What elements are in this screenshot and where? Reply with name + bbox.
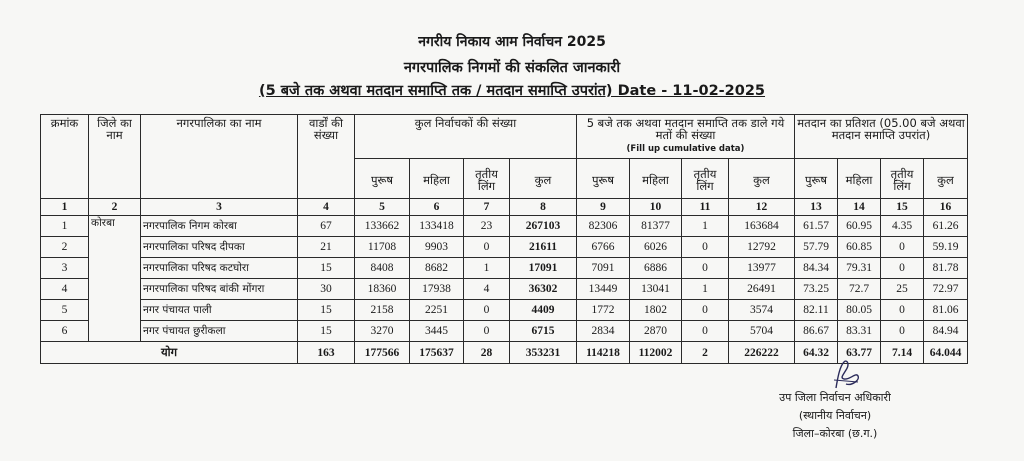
cell-voters-male: 2158 <box>355 300 410 321</box>
cell-pct-female: 72.7 <box>838 279 881 300</box>
cell-body-name: नगरपालिक निगम कोरबा <box>141 216 298 237</box>
cell-pct-female: 83.31 <box>838 321 881 342</box>
cell-wards: 15 <box>298 321 355 342</box>
table-row <box>41 321 968 342</box>
header-pct-female: महिला <box>838 159 881 199</box>
cell-voters-male: 133662 <box>355 216 410 237</box>
header-votes-total: कुल <box>729 159 795 199</box>
cell-voters-female: 133418 <box>410 216 464 237</box>
column-number-row <box>41 199 968 216</box>
cell-sno: 3 <box>41 258 89 279</box>
cell-pct-male: 84.34 <box>795 258 838 279</box>
col-number: 9 <box>577 199 630 216</box>
header-voters-group: कुल निर्वाचकों की संख्या <box>355 115 577 159</box>
col-number: 10 <box>630 199 682 216</box>
total-pct-total: 64.044 <box>924 342 968 364</box>
cell-voters-female: 2251 <box>410 300 464 321</box>
cell-votes-male: 13449 <box>577 279 630 300</box>
cell-pct-total: 72.97 <box>924 279 968 300</box>
header-pct-group: मतदान का प्रतिशत (05.00 बजे अथवा मतदान समाप्ति उपरांत) <box>795 115 968 159</box>
col-number: 15 <box>881 199 924 216</box>
cell-wards: 15 <box>298 300 355 321</box>
cell-pct-total: 84.94 <box>924 321 968 342</box>
cell-body-name: नगरपालिका परिषद बांकी मोंगरा <box>141 279 298 300</box>
total-wards: 163 <box>298 342 355 364</box>
cell-pct-total: 59.19 <box>924 237 968 258</box>
table-row <box>41 216 968 237</box>
header-votes-female: महिला <box>630 159 682 199</box>
signatory-department: (स्थानीय निर्वाचन) <box>798 409 872 422</box>
cell-sno: 5 <box>41 300 89 321</box>
total-votes-third: 2 <box>682 342 729 364</box>
cell-voters-female: 9903 <box>410 237 464 258</box>
table-row <box>41 237 968 258</box>
cell-pct-third: 4.35 <box>881 216 924 237</box>
total-voters-third: 28 <box>464 342 510 364</box>
cell-votes-third: 0 <box>682 258 729 279</box>
cell-wards: 21 <box>298 237 355 258</box>
total-pct-female: 63.77 <box>838 342 881 364</box>
document-date-line: (5 बजे तक अथवा मतदान समाप्ति तक / मतदान समाप्ति उपरांत) Date - 11-02-2025 <box>258 83 766 99</box>
header-votes-text: 5 बजे तक अथवा मतदान समाप्ति तक डाले गये मतों की संख्या <box>586 116 785 142</box>
header-voters-third: तृतीय लिंग <box>464 159 510 199</box>
col-number: 12 <box>729 199 795 216</box>
document-subtitle: नगरपालिक निगमों की संकलित जानकारी <box>403 60 621 76</box>
cell-sno: 2 <box>41 237 89 258</box>
signatory-district: जिला–कोरबा (छ.ग.) <box>792 427 878 440</box>
cell-wards: 30 <box>298 279 355 300</box>
cell-votes-third: 1 <box>682 279 729 300</box>
total-votes-female: 112002 <box>630 342 682 364</box>
cell-pct-total: 81.06 <box>924 300 968 321</box>
cell-wards: 15 <box>298 258 355 279</box>
cell-voters-total: 17091 <box>510 258 577 279</box>
cell-pct-third: 0 <box>881 321 924 342</box>
cell-pct-male: 86.67 <box>795 321 838 342</box>
cell-pct-third: 0 <box>881 300 924 321</box>
col-number: 1 <box>41 199 89 216</box>
header-voters-female: महिला <box>410 159 464 199</box>
col-number: 7 <box>464 199 510 216</box>
header-pct-total: कुल <box>924 159 968 199</box>
col-number: 5 <box>355 199 410 216</box>
header-voters-total: कुल <box>510 159 577 199</box>
total-pct-third: 7.14 <box>881 342 924 364</box>
cell-voters-female: 8682 <box>410 258 464 279</box>
header-votes-male: पुरूष <box>577 159 630 199</box>
cell-voters-third: 0 <box>464 321 510 342</box>
cell-voters-third: 0 <box>464 300 510 321</box>
cell-votes-male: 7091 <box>577 258 630 279</box>
total-votes-total: 226222 <box>729 342 795 364</box>
total-pct-male: 64.32 <box>795 342 838 364</box>
cell-body-name: नगर पंचायत छुरीकला <box>141 321 298 342</box>
cell-pct-male: 82.11 <box>795 300 838 321</box>
total-label: योग <box>41 342 298 364</box>
col-number: 8 <box>510 199 577 216</box>
col-number: 14 <box>838 199 881 216</box>
col-number: 13 <box>795 199 838 216</box>
cell-votes-female: 6886 <box>630 258 682 279</box>
cell-votes-third: 0 <box>682 300 729 321</box>
cell-voters-total: 267103 <box>510 216 577 237</box>
cell-votes-third: 0 <box>682 321 729 342</box>
cell-votes-total: 13977 <box>729 258 795 279</box>
header-pct-male: पुरूष <box>795 159 838 199</box>
cell-voters-total: 36302 <box>510 279 577 300</box>
cell-sno: 6 <box>41 321 89 342</box>
cell-wards: 67 <box>298 216 355 237</box>
header-voters-male: पुरूष <box>355 159 410 199</box>
cell-body-name: नगर पंचायत पाली <box>141 300 298 321</box>
cell-votes-third: 0 <box>682 237 729 258</box>
cell-voters-total: 4409 <box>510 300 577 321</box>
cell-votes-total: 3574 <box>729 300 795 321</box>
cell-sno: 1 <box>41 216 89 237</box>
total-voters-female: 175637 <box>410 342 464 364</box>
document-title: नगरीय निकाय आम निर्वाचन 2025 <box>418 34 606 50</box>
cell-sno: 4 <box>41 279 89 300</box>
cell-votes-male: 82306 <box>577 216 630 237</box>
cell-voters-total: 6715 <box>510 321 577 342</box>
header-district: जिले का नाम <box>89 115 141 199</box>
header-votes-group <box>577 115 795 159</box>
total-votes-male: 114218 <box>577 342 630 364</box>
cell-voters-male: 18360 <box>355 279 410 300</box>
cell-votes-total: 12792 <box>729 237 795 258</box>
cell-votes-third: 1 <box>682 216 729 237</box>
cell-pct-total: 81.78 <box>924 258 968 279</box>
cell-voters-female: 17938 <box>410 279 464 300</box>
cell-pct-female: 60.95 <box>838 216 881 237</box>
cell-votes-male: 1772 <box>577 300 630 321</box>
cell-votes-female: 81377 <box>630 216 682 237</box>
signatory-designation: उप जिला निर्वाचन अधिकारी <box>779 391 891 404</box>
header-wards: वार्डों की संख्या <box>298 115 355 199</box>
col-number: 6 <box>410 199 464 216</box>
cell-pct-third: 0 <box>881 237 924 258</box>
header-votes-note: (Fill up cumulative data) <box>626 144 745 154</box>
header-votes-third: तृतीय लिंग <box>682 159 729 199</box>
col-number: 3 <box>141 199 298 216</box>
header-body-name: नगरपालिका का नाम <box>141 115 298 199</box>
cell-district: कोरबा <box>89 216 141 342</box>
header-sno: क्रमांक <box>41 115 89 199</box>
cell-pct-third: 0 <box>881 258 924 279</box>
cell-votes-total: 163684 <box>729 216 795 237</box>
cell-pct-female: 79.31 <box>838 258 881 279</box>
cell-voters-third: 1 <box>464 258 510 279</box>
col-number: 11 <box>682 199 729 216</box>
cell-votes-male: 2834 <box>577 321 630 342</box>
cell-pct-male: 61.57 <box>795 216 838 237</box>
voting-data-table <box>40 114 968 364</box>
cell-voters-male: 11708 <box>355 237 410 258</box>
cell-body-name: नगरपालिका परिषद दीपका <box>141 237 298 258</box>
table-row <box>41 258 968 279</box>
header-pct-third: तृतीय लिंग <box>881 159 924 199</box>
total-voters-total: 353231 <box>510 342 577 364</box>
cell-voters-third: 23 <box>464 216 510 237</box>
cell-pct-female: 80.05 <box>838 300 881 321</box>
cell-votes-total: 5704 <box>729 321 795 342</box>
cell-pct-female: 60.85 <box>838 237 881 258</box>
table-row <box>41 279 968 300</box>
cell-body-name: नगरपालिका परिषद कटघोरा <box>141 258 298 279</box>
cell-pct-male: 73.25 <box>795 279 838 300</box>
cell-voters-male: 3270 <box>355 321 410 342</box>
col-number: 2 <box>89 199 141 216</box>
cell-pct-third: 25 <box>881 279 924 300</box>
cell-votes-female: 13041 <box>630 279 682 300</box>
col-number: 16 <box>924 199 968 216</box>
cell-pct-male: 57.79 <box>795 237 838 258</box>
col-number: 4 <box>298 199 355 216</box>
cell-voters-total: 21611 <box>510 237 577 258</box>
table-row <box>41 300 968 321</box>
cell-voters-male: 8408 <box>355 258 410 279</box>
cell-voters-third: 4 <box>464 279 510 300</box>
cell-pct-total: 61.26 <box>924 216 968 237</box>
cell-votes-female: 6026 <box>630 237 682 258</box>
cell-voters-third: 0 <box>464 237 510 258</box>
cell-votes-female: 2870 <box>630 321 682 342</box>
total-voters-male: 177566 <box>355 342 410 364</box>
cell-voters-female: 3445 <box>410 321 464 342</box>
cell-votes-total: 26491 <box>729 279 795 300</box>
cell-votes-male: 6766 <box>577 237 630 258</box>
handwritten-signature <box>828 358 868 394</box>
cell-votes-female: 1802 <box>630 300 682 321</box>
